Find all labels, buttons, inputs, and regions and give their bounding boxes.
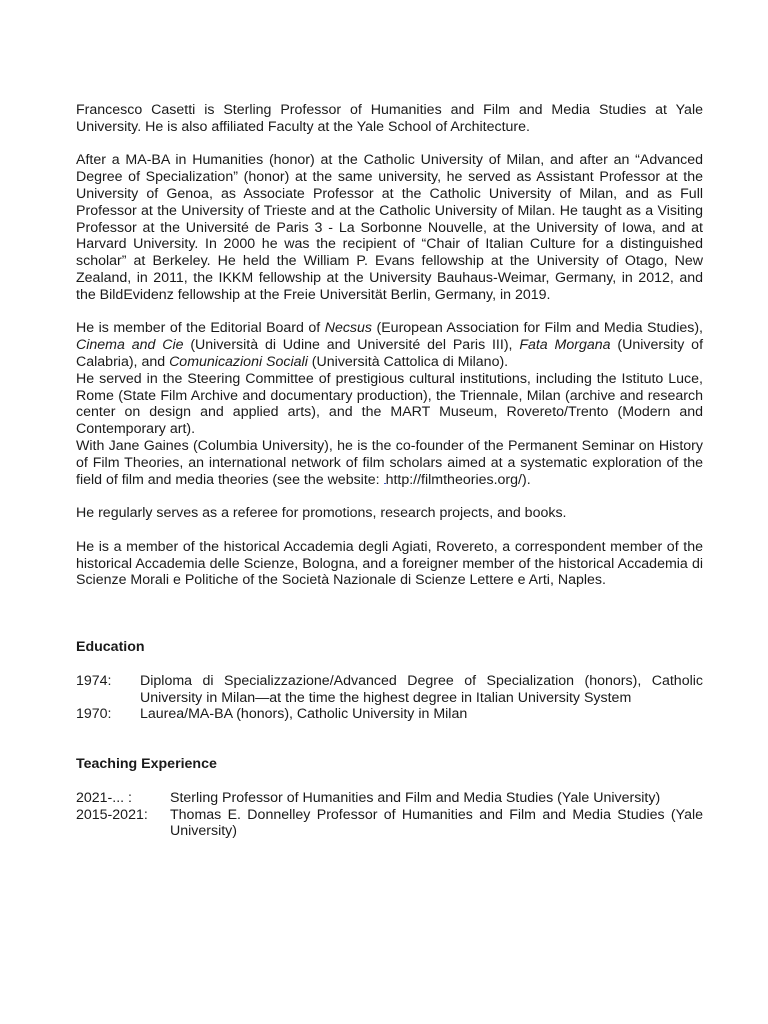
teaching-entry [76, 807, 703, 841]
teaching-year: 2021-... : [76, 789, 132, 806]
teaching-description: Thomas E. Donnelley Professor of Humanities and Film and Media Studies (Yale University) [170, 806, 703, 840]
journal-comunicazioni-sociali: Comunicazioni Sociali [169, 353, 308, 370]
spacer [76, 723, 703, 756]
bio-intro: Francesco Casetti is Sterling Professor of Humanities and Film and Media Studies at Yale University. He is also affiliated Faculty at the Yale School of Architecture. [76, 102, 703, 135]
journal-necsus: Necsus [324, 320, 373, 337]
teaching-list [76, 790, 703, 840]
bio-academies: He is a member of the historical Accademia degli Agiati, Rovereto, a correspondent member of the historical Accademia delle Scienze, Bologna, and a foreigner member of the historical Accademia di Scienze Morali e Politiche of the Società Nazionale di Scienze Lettere e Arti, Naples. [76, 538, 703, 589]
teaching-description: Sterling Professor of Humanities and Film and Media Studies (Yale University) [170, 789, 661, 806]
teaching-year: 2015-2021: [76, 806, 148, 823]
filmtheories-link[interactable]: http://filmtheories.org/ [385, 471, 522, 488]
education-list [76, 673, 703, 723]
cv-page [76, 102, 703, 840]
education-heading: Education [76, 638, 145, 655]
seminar-end: ). [521, 471, 531, 488]
bio-steering-committee: He served in the Steering Committee of prestigious cultural institutions, including the Istituto Luce, Rome (State Film Archive and documentary production), the Triennale, Milan (archive and research center on design and applied arts), and the MART Museum, Rovereto/Trento (Modern and Contemporary art). [76, 370, 703, 438]
teaching-heading: Teaching Experience [76, 756, 217, 773]
editorial-text-5: (Università Cattolica di Milano). [307, 353, 509, 370]
journal-cinema-and-cie: Cinema and Cie [76, 337, 184, 354]
editorial-text-4: (University of Calabria), and [76, 337, 704, 370]
bio-career: After a MA-BA in Humanities (honor) at the Catholic University of Milan, and after an “Advanced Degree of Specialization” (honor) at the same university, he served as Assistant Professor at the University of Genoa, as Associate Professor at the Catholic University of Milan, and as Full Professor at the University of Trieste and at the Catholic University of Milan. He taught as a Visiting Professor at the Université de Paris 3 - La Sorbonne Nouvelle, at the University of Iowa, and at Harvard University. In 2000 he was the recipient of “Chair of Italian Culture for a distinguished scholar” at Berkeley. He held the William P. Evans fellowship at the University of Otago, New Zealand, in 2011, the IKKM fellowship at the University Bauhaus-Weimar, Germany, in 2012, and the BildEvidenz fellowship at the Freie Universität Berlin, Germany, in 2019. [76, 152, 703, 303]
education-entry [76, 673, 703, 707]
journal-fata-morgana: Fata Morgana [519, 337, 611, 354]
editorial-text-3: (Università di Udine and Université del Paris III), [183, 337, 520, 354]
bio-referee: He regularly serves as a referee for promotions, research projects, and books. [76, 505, 567, 522]
seminar-text: With Jane Gaines (Columbia University), he is the co-founder of the Permanent Seminar on History of Film Theories, an international network of film scholars aimed at a systematic exploration of the field of film and media theories (see the website: [76, 437, 703, 488]
education-year: 1970: [76, 706, 112, 723]
bio-seminar [76, 438, 703, 488]
education-entry [76, 706, 703, 723]
education-description: Diploma di Specializzazione/Advanced Degree of Specialization (honors), Catholic University in Milan—at the time the highest degree in Italian University System [140, 672, 703, 706]
spacer [76, 606, 703, 639]
education-description: Laurea/MA-BA (honors), Catholic University in Milan [140, 706, 468, 723]
teaching-entry [76, 790, 703, 807]
education-year: 1974: [76, 672, 112, 689]
editorial-text-2: (European Association for Film and Media Studies), [372, 320, 703, 337]
bio-editorial-board [76, 320, 703, 370]
editorial-text-1: He is member of the Editorial Board of [76, 320, 325, 337]
